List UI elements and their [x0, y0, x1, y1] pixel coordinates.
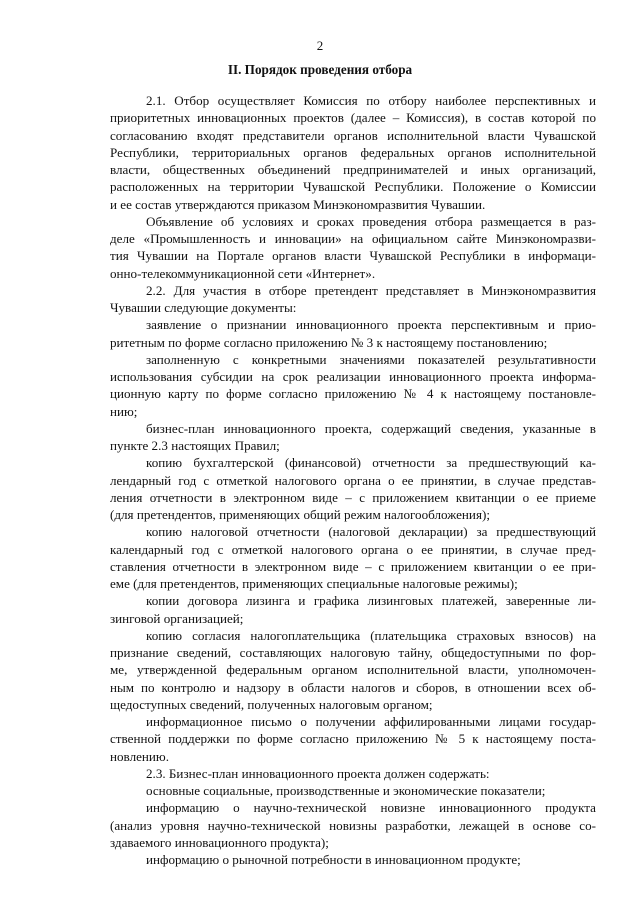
text-line: 2.3. Бизнес-план инновационного проекта должен содержать:: [146, 765, 490, 781]
text-line: информацию о рыночной потребности в инновационном продукте;: [146, 852, 521, 867]
text-line: заявление о признании инновационного проекта перспективным и прио-: [146, 317, 596, 333]
text-line: признание сведений, составляющих налоговую тайну, общедоступными по фор-: [110, 645, 596, 660]
text-line: деле «Промышленность и инновации» на официальном сайте Минэкономразви-: [110, 231, 596, 246]
text-line: еме (для претендентов, применяющих специальные налоговые режимы);: [110, 576, 518, 591]
text-line: Объявление об условиях и сроках проведения отбора размещается в раз-: [146, 213, 596, 229]
text-line: онно-телекоммуникационной сети «Интернет».: [110, 265, 376, 281]
text-line: приоритетных инновационных проектов (далее – Комиссия), в состав которой по: [110, 110, 596, 126]
text-line: использования субсидии на срок реализации инновационного проекта информа-: [110, 369, 596, 384]
text-line: информацию о научно-технической новизне инновационного продукта: [146, 800, 596, 816]
text-line: и ее состав утверждаются приказом Минэкономразвития Чувашии.: [110, 196, 486, 212]
text-line: Республики, территориальных органов федеральных органов исполнительной: [110, 144, 596, 160]
text-line: бизнес-план инновационного проекта, содержащий сведения, указанные в: [146, 420, 596, 436]
text-line: власти, общественных объединений предпринимателей и иных организаций,: [110, 162, 596, 177]
text-line: (для претендентов, применяющих общий режим налогообложения);: [110, 507, 490, 522]
text-line: лендарный год с отметкой налогового органа о ее принятии, в случае представ-: [110, 472, 596, 488]
text-line: 2.1. Отбор осуществляет Комиссия по отбору наиболее перспективных и: [146, 93, 596, 108]
text-line: 2.2. Для участия в отборе претендент представляет в Минэкономразвития: [146, 282, 596, 298]
text-line: зинговой организацией;: [110, 610, 244, 626]
text-line: щедоступных сведений, полученных налоговым органом;: [110, 696, 433, 712]
text-line: информационное письмо о получении аффилированными лицами государ-: [146, 714, 596, 729]
text-line: заполненную с конкретными значениями показателей результативности: [146, 351, 596, 367]
text-line: новлению.: [110, 748, 169, 764]
section-title: II. Порядок проведения отбора: [227, 62, 413, 77]
text-line: копии договора лизинга и графика лизинговых платежей, заверенные ли-: [146, 593, 596, 609]
text-line: календарный год с отметкой налогового органа о ее принятии, в случае пред-: [110, 541, 596, 557]
text-line: Чувашии следующие документы:: [110, 300, 297, 315]
text-line: нию;: [110, 403, 138, 419]
text-line: тия Чувашии на Портале органов власти Чувашской Республики в информаци-: [110, 248, 596, 264]
text-line: копию согласия налогоплательщика (плательщика страховых взносов) на: [146, 627, 596, 643]
text-line: ритетным по форме согласно приложению № 3 к настоящему постановлению;: [110, 334, 548, 350]
text-line: ционную карту по форме согласно приложению № 4 к настоящему постановле-: [110, 386, 596, 402]
text-line: (анализ уровня научно-технической новизны разработки, лежащей в основе со-: [110, 817, 596, 833]
text-line: основные социальные, производственные и экономические показатели;: [146, 783, 546, 798]
text-line: расположенных на территории Чувашской Республики. Положение о Комиссии: [110, 179, 596, 195]
text-line: копию бухгалтерской (финансовой) отчетности за предшествующий ка-: [146, 455, 596, 471]
text-line: ления отчетности в электронном виде – с приложением квитанции о ее приеме: [110, 489, 596, 505]
text-line: копию налоговой отчетности (налоговой декларации) за предшествующий: [146, 524, 596, 540]
text-line: ным по контролю и надзору в области налогов и сборов, в отношении всех об-: [110, 679, 596, 695]
text-line: ставления отчетности в электронном виде – с приложением квитанции о ее при-: [110, 558, 596, 574]
text-line: здаваемого инновационного продукта);: [110, 834, 329, 850]
page-number: 2: [316, 38, 324, 53]
text-line: согласованию входят представители органов исполнительной власти Чувашской: [110, 127, 596, 143]
text-line: ме, утвержденной федеральным органом исполнительной власти, уполномочен-: [110, 662, 596, 678]
text-line: пункте 2.3 настоящих Правил;: [110, 438, 280, 453]
document-body: [110, 92, 596, 868]
text-line: ственной поддержки по форме согласно приложению № 5 к настоящему поста-: [110, 731, 596, 747]
